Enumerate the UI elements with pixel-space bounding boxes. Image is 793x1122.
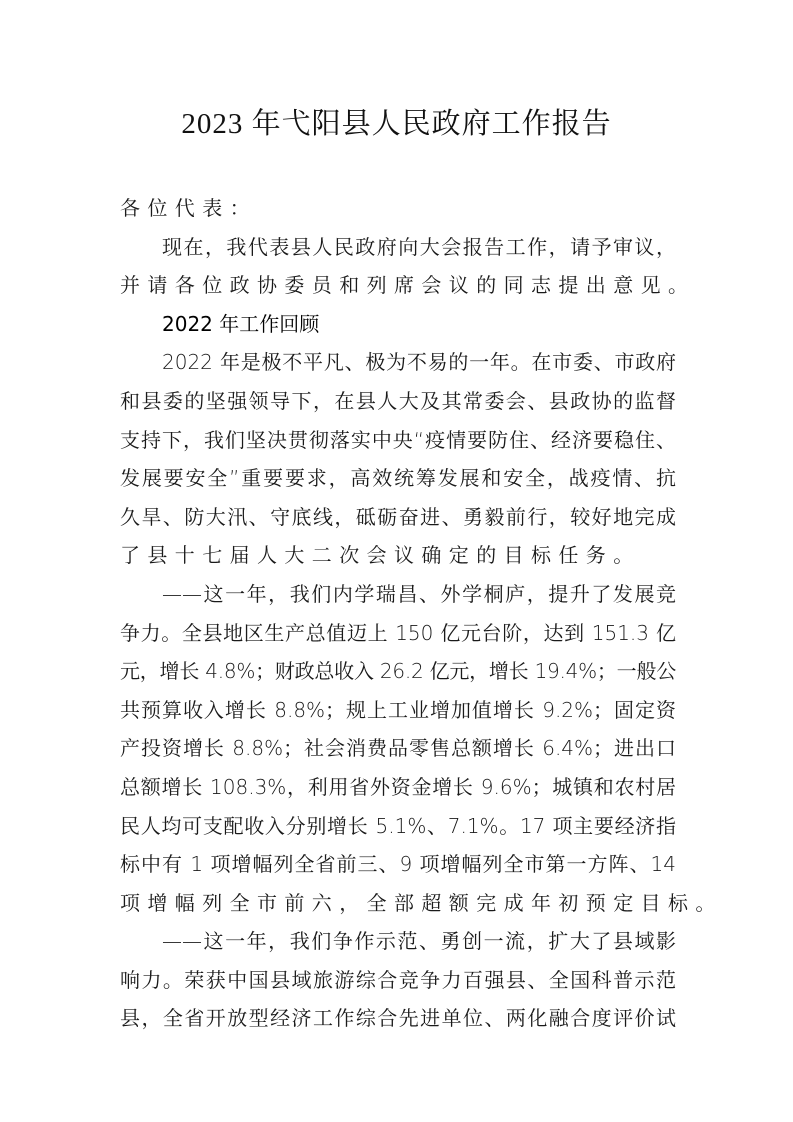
- line-text: ——这一年，我们争作示范、勇创一流，扩大了县域影: [162, 929, 676, 954]
- line-text: 项增幅列全市前六，全部超额完成年初预定目标。: [120, 890, 723, 915]
- paragraph-line: [120, 729, 676, 768]
- paragraph-line: [120, 536, 676, 575]
- line-text: 2022 年是极不平凡、极为不易的一年。在市委、市政府: [162, 350, 676, 375]
- paragraph-line: [120, 884, 723, 923]
- line-text: 元，增长 4.8%；财政总收入 26.2 亿元，增长 19.4%；一般公: [120, 659, 676, 684]
- paragraph-line: [120, 922, 676, 961]
- line-text: 响力。荣获中国县域旅游综合竞争力百强县、全国科普示范: [120, 967, 676, 992]
- paragraph-line: [120, 691, 676, 730]
- line-text: 争力。全县地区生产总值迈上 150 亿元台阶，达到 151.3 亿: [120, 620, 676, 645]
- line-text: 久旱、防大汛、守底线，砥砺奋进、勇毅前行，较好地完成: [120, 504, 676, 529]
- paragraph-line: [120, 768, 676, 807]
- paragraph-line: [120, 498, 676, 537]
- document-body: [120, 189, 723, 1038]
- section-heading: [120, 305, 676, 344]
- salutation-line: [120, 189, 676, 228]
- line-text: 现在，我代表县人民政府向大会报告工作，请予审议，: [162, 234, 676, 259]
- line-text: 产投资增长 8.8%；社会消费品零售总额增长 6.4%；进出口: [120, 736, 676, 761]
- paragraph-line: [120, 459, 676, 498]
- paragraph-line: [120, 961, 676, 1000]
- paragraph-line: [120, 999, 676, 1038]
- paragraph-line: [120, 228, 676, 267]
- heading-text: 2022 年工作回顾: [162, 311, 320, 336]
- document-title: 2023 年弋阳县人民政府工作报告: [181, 108, 612, 140]
- paragraph-line: [120, 266, 696, 305]
- paragraph-line: [120, 575, 676, 614]
- line-text: 民人均可支配收入分别增长 5.1%、7.1%。17 项主要经济指: [120, 813, 676, 838]
- line-text: 各位代表：: [120, 196, 257, 220]
- paragraph-line: [120, 807, 676, 846]
- line-text: 支持下，我们坚决贯彻落实中央“疫情要防住、经济要稳住、: [120, 427, 676, 452]
- line-text: 和县委的坚强领导下，在县人大及其常委会、县政协的监督: [120, 388, 676, 413]
- line-text: 标中有 1 项增幅列全省前三、9 项增幅列全市第一方阵、14: [120, 852, 676, 877]
- line-text: 发展要安全”重要要求，高效统筹发展和安全，战疫情、抗: [120, 466, 676, 491]
- line-text: ——这一年，我们内学瑞昌、外学桐庐，提升了发展竞: [162, 581, 676, 606]
- paragraph-line: [120, 845, 676, 884]
- paragraph-line: [120, 343, 676, 382]
- line-text: 总额增长 108.3%，利用省外资金增长 9.6%；城镇和农村居: [120, 774, 676, 799]
- paragraph-line: [120, 382, 676, 421]
- paragraph-line: [120, 652, 676, 691]
- line-text: 共预算收入增长 8.8%；规上工业增加值增长 9.2%；固定资: [120, 697, 676, 722]
- paragraph-line: [120, 421, 676, 460]
- line-text: 并请各位政协委员和列席会议的同志提出意见。: [120, 273, 696, 298]
- line-text: 县，全省开放型经济工作综合先进单位、两化融合度评价试: [120, 1006, 676, 1031]
- paragraph-line: [120, 614, 676, 653]
- line-text: 了县十七届人大二次会议确定的目标任务。: [120, 543, 641, 568]
